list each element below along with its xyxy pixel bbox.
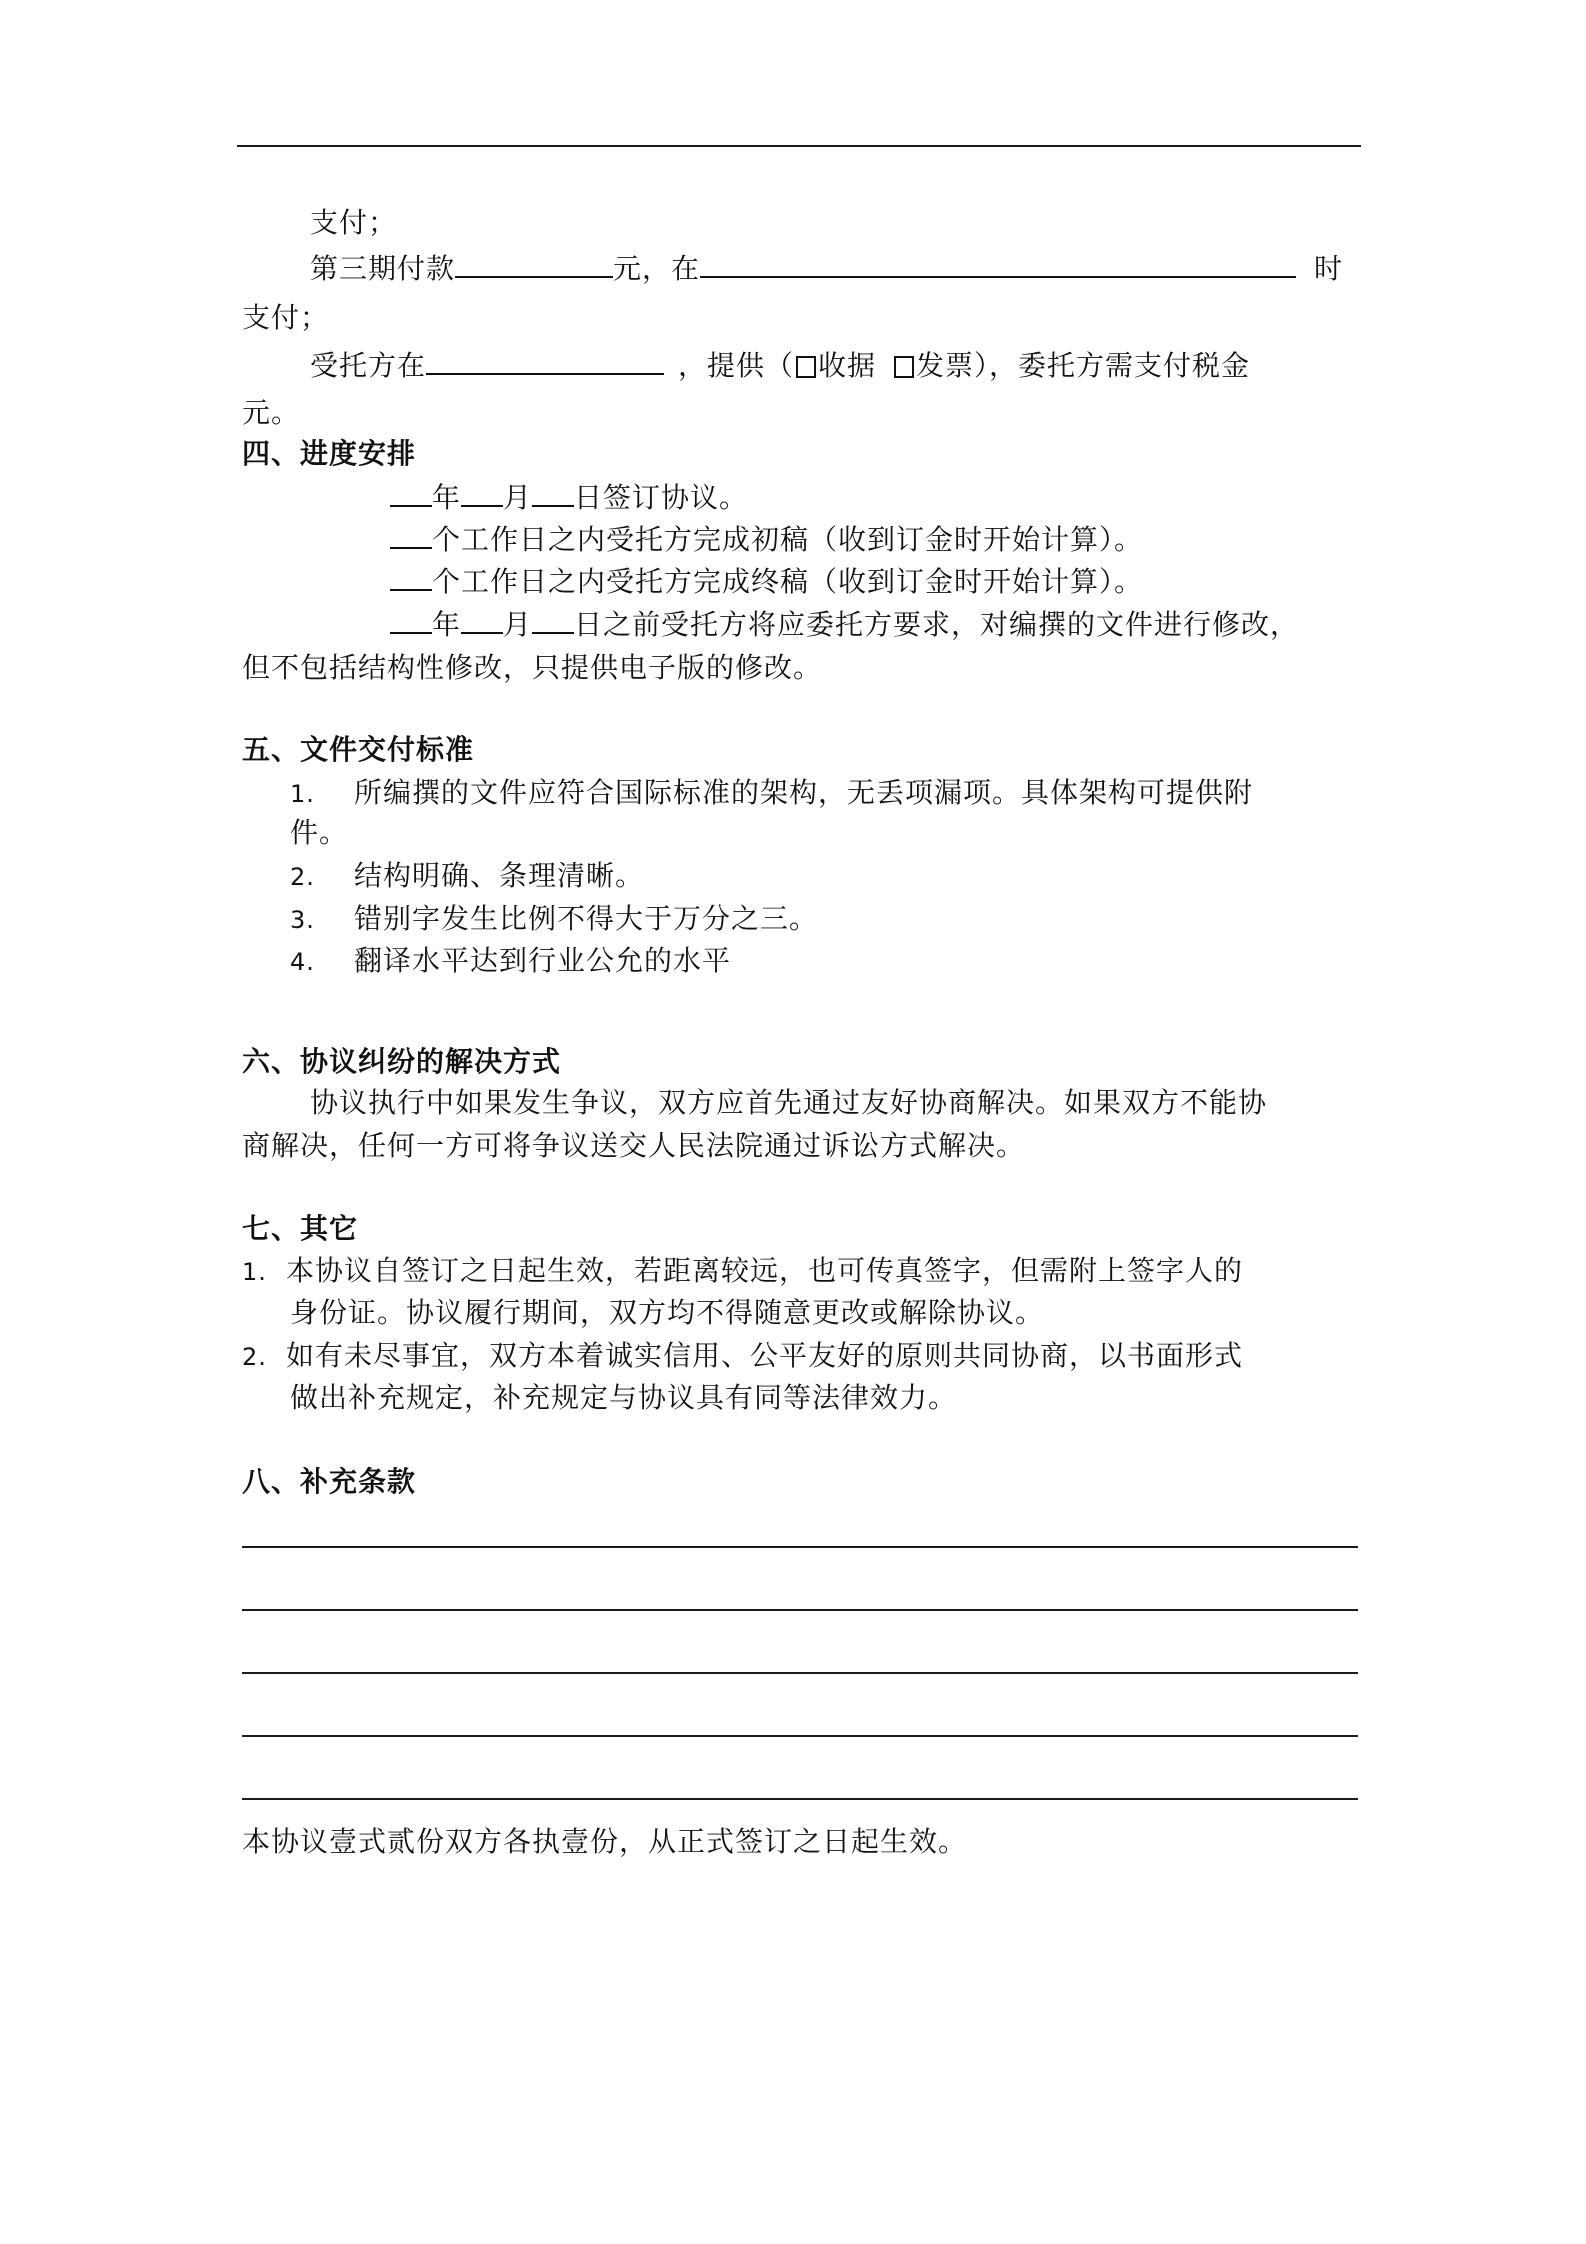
provide-label: ，提供（ xyxy=(678,349,795,382)
payment-line-3 xyxy=(242,298,329,338)
schedule-item-4-cont: 但不包括结构性修改，只提供电子版的修改。 xyxy=(242,651,823,684)
payment-line-2 xyxy=(310,249,1343,289)
schedule-text: 日之前受托方将应委托方要求，对编撰的文件进行修改， xyxy=(574,608,1300,641)
payment-text: 支付； xyxy=(310,206,398,239)
list-item xyxy=(242,1251,1243,1292)
payment-text: 元。 xyxy=(242,396,301,429)
year-label: 年 xyxy=(432,608,462,641)
time-label: 时 xyxy=(1314,252,1344,285)
list-text: 结构明确、条理清晰。 xyxy=(354,859,645,892)
payment-line-4 xyxy=(310,346,1250,386)
list-item xyxy=(290,899,818,940)
days-blank[interactable] xyxy=(390,521,432,549)
schedule-item-2 xyxy=(390,520,1143,560)
section-7-heading: 七、其它 xyxy=(242,1212,359,1245)
list-number: 3. xyxy=(290,906,315,934)
schedule-text: 个工作日之内受托方完成初稿（收到订金时开始计算）。 xyxy=(432,523,1144,556)
list-number: 2. xyxy=(242,1343,267,1371)
payment-line-5 xyxy=(242,393,300,433)
list-number: 1. xyxy=(290,780,315,808)
dispute-line-2: 商解决，任何一方可将争议送交人民法院通过诉讼方式解决。 xyxy=(242,1129,1026,1162)
supplement-line[interactable] xyxy=(242,1609,1358,1611)
list-item-cont: 做出补充规定，补充规定与协议具有同等法律效力。 xyxy=(290,1381,958,1414)
supplement-line[interactable] xyxy=(242,1735,1358,1737)
list-item xyxy=(290,773,1253,814)
list-number: 1. xyxy=(242,1258,267,1286)
schedule-item-3 xyxy=(390,562,1143,602)
supplement-line[interactable] xyxy=(242,1672,1358,1674)
section-5-heading: 五、文件交付标准 xyxy=(242,733,475,766)
schedule-item-4 xyxy=(390,605,1299,645)
list-text: 所编撰的文件应符合国际标准的架构，无丢项漏项。具体架构可提供附 xyxy=(354,776,1254,809)
schedule-text: 个工作日之内受托方完成终稿（收到订金时开始计算）。 xyxy=(432,565,1144,598)
header-rule xyxy=(237,145,1361,147)
days-blank[interactable] xyxy=(390,563,432,591)
list-number: 4. xyxy=(290,948,315,976)
list-number: 2. xyxy=(290,863,315,891)
list-text: 本协议自签订之日起生效，若距离较远，也可传真签字，但需附上签字人的 xyxy=(286,1254,1244,1287)
payment-line-1 xyxy=(310,203,397,243)
section-8-heading: 八、补充条款 xyxy=(242,1465,417,1498)
date-blank[interactable] xyxy=(426,347,664,375)
list-item xyxy=(290,941,731,982)
list-text: 错别字发生比例不得大于万分之三。 xyxy=(354,902,819,935)
month-label: 月 xyxy=(503,481,533,514)
trustee-label: 受托方在 xyxy=(310,349,427,382)
amount-blank[interactable] xyxy=(455,250,613,278)
receipt-checkbox[interactable] xyxy=(796,356,816,378)
month-label: 月 xyxy=(503,608,533,641)
schedule-item-1 xyxy=(390,478,748,518)
supplement-line[interactable] xyxy=(242,1798,1358,1800)
supplement-line[interactable] xyxy=(242,1546,1358,1548)
list-text: 如有未尽事宜，双方本着诚实信用、公平友好的原则共同协商，以书面形式 xyxy=(286,1339,1244,1372)
month-blank[interactable] xyxy=(461,479,503,507)
year-label: 年 xyxy=(432,481,462,514)
month-blank[interactable] xyxy=(461,606,503,634)
footer-text: 本协议壹式贰份双方各执壹份，从正式签订之日起生效。 xyxy=(242,1825,968,1858)
list-item xyxy=(290,856,644,897)
day-label: 日签订协议。 xyxy=(574,481,749,514)
year-blank[interactable] xyxy=(390,606,432,634)
invoice-checkbox[interactable] xyxy=(894,356,914,378)
dispute-line-1: 协议执行中如果发生争议，双方应首先通过友好协商解决。如果双方不能协 xyxy=(310,1086,1268,1119)
day-blank[interactable] xyxy=(532,606,574,634)
time-blank[interactable] xyxy=(700,250,1296,278)
list-item xyxy=(242,1336,1243,1377)
list-item-cont: 身份证。协议履行期间，双方均不得随意更改或解除协议。 xyxy=(290,1296,1045,1329)
day-blank[interactable] xyxy=(532,479,574,507)
third-payment-label: 第三期付款 xyxy=(310,252,456,285)
list-item-cont xyxy=(290,813,348,853)
year-blank[interactable] xyxy=(390,479,432,507)
yuan-label: 元，在 xyxy=(613,252,701,285)
payment-text: 支付； xyxy=(242,301,330,334)
list-text: 翻译水平达到行业公允的水平 xyxy=(354,944,732,977)
list-text: 件。 xyxy=(290,816,349,849)
section-6-heading: 六、协议纠纷的解决方式 xyxy=(242,1045,562,1078)
invoice-label: 发票），委托方需支付税金 xyxy=(916,349,1251,382)
receipt-label: 收据 xyxy=(818,349,877,382)
section-4-heading: 四、进度安排 xyxy=(242,437,417,470)
